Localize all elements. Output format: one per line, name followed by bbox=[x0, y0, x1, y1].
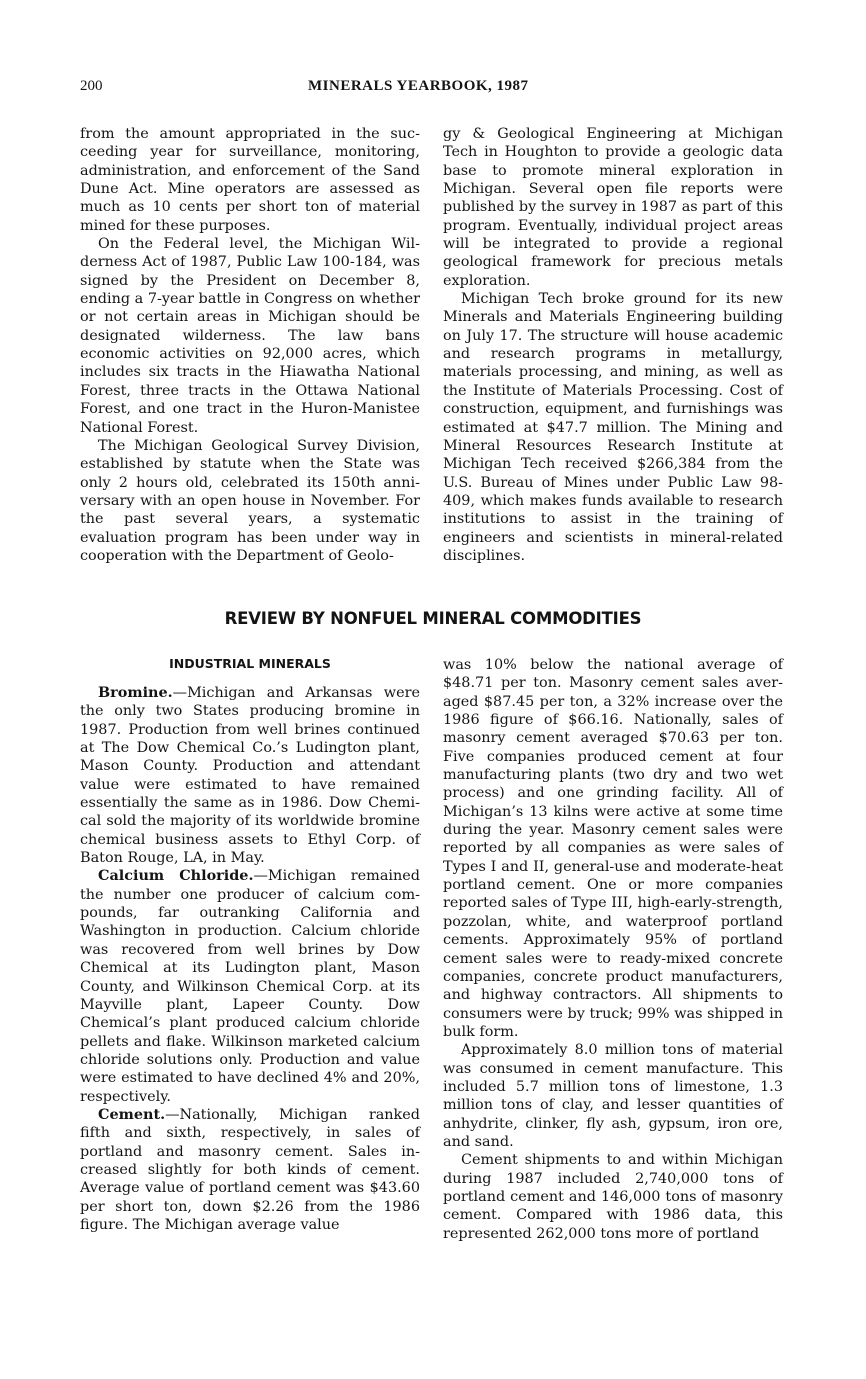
bromine-paragraph bbox=[80, 684, 420, 867]
paragraph-text: —Nationally, Michigan ranked fifth and sixth, respectively, in sales of portland and masonry cement. Sales increased slightly for both kinds of cement. Average value of portland cement was $43.60 per short ton, down $2.26 from the 1986 figure. The Michigan average value bbox=[80, 1106, 420, 1233]
runin-heading: Cement. bbox=[98, 1105, 166, 1123]
paragraph: On the Federal level, the Michigan Wilderness Act of 1987, Public Law 100-184, was signed by the President on December 8, ending a 7-year battle in Congress on whether or not certain areas in Michigan should be designated wilderness. The law bans economic activities on 92,000 acres, which includes six tracts in the Hiawatha National Forest, three tracts in the Ottawa National Forest, and one tract in the Huron-Manistee National Forest. bbox=[80, 236, 420, 436]
paragraph: Cement shipments to and within Michigan during 1987 included 2,740,000 tons of portland cement and 146,000 tons of masonry cement. Compared with 1986 data, this represented 262,000 tons more of portland bbox=[443, 1152, 783, 1242]
paragraph: was 10% below the national average of $48.71 per ton. Masonry cement sales averaged $87.45 per ton, a 32% increase over the 1986 figure of $66.16. Nationally, sales of masonry cement averaged $70.63 per ton. Five companies produced cement at four manufacturing plants (two dry and two wet process) and one grinding facility. All of Michigan’s 13 kilns were active at some time during the year. Masonry cement sales were reported by all companies as were sales of Types I and II, general-use and moderate-heat portland cement. One or more companies reported sales of Type III, high-early-strength, pozzolan, white, and waterproof portland cements. Approximately 95% of portland cement sales were to ready-mixed concrete companies, concrete product manufacturers, and highway contractors. All shipments to consumers were by truck; 99% was shipped in bulk form. bbox=[443, 657, 783, 1040]
top-left-column bbox=[80, 125, 420, 565]
paragraph: The Michigan Geological Survey Division, established by statute when the State was only 2 hours old, celebrated its 150th anniversary with an open house in November. For the past several years, a systematic evaluation program has been under way in cooperation with the Department of Geolo- bbox=[80, 437, 420, 564]
runin-heading: Calcium Chloride. bbox=[98, 867, 254, 885]
paragraph: Approximately 8.0 million tons of material was consumed in cement manufacture. This included 5.7 million tons of limestone, 1.3 million tons of clay, and lesser quantities of anhydrite, clinker, fly ash, gypsum, iron ore, and sand. bbox=[443, 1042, 783, 1150]
page-number: 200 bbox=[80, 78, 103, 94]
paragraph: from the amount appropriated in the succeeding year for surveillance, monitoring, administration, and enforcement of the Sand Dune Act. Mine operators are assessed as much as 10 cents per short ton of material mined for these purposes. bbox=[80, 126, 420, 234]
paragraph-text: —Michigan and Arkansas were the only two States producing bromine in 1987. Production from well brines continued at The Dow Chemical Co.’s Ludington plant, Mason County. Production and attendant value were estimated to have remained essentially the same as in 1986. Dow Chemical sold the majority of its worldwide bromine chemical business assets to Ethyl Corp. of Baton Rouge, LA, in May. bbox=[80, 685, 420, 867]
runin-heading: Bromine. bbox=[98, 684, 173, 701]
paragraph: gy & Geological Engineering at Michigan Tech in Houghton to provide a geologic data base to promote mineral exploration in Michigan. Several open file reports were published by the survey in 1987 as part of this program. Eventually, individual project areas will be integrated to provide a regional geological framework for precious metals exploration. bbox=[443, 126, 783, 289]
calcium-chloride-paragraph bbox=[80, 867, 420, 1105]
paragraph: Michigan Tech broke ground for its new Minerals and Materials Engineering building on July 17. The structure will house academic and research programs in metallurgy, materials processing, and mining, as well as the Institute of Materials Processing. Cost of construction, equipment, and furnishings was estimated at $47.7 million. The Mining and Mineral Resources Research Institute at Michigan Tech received $266,384 from the U.S. Bureau of Mines under Public Law 98-409, which makes funds available to research institutions to assist in the training of engineers and scientists in mineral-related disciplines. bbox=[443, 291, 783, 564]
section-heading: REVIEW BY NONFUEL MINERAL COMMODITIES bbox=[224, 609, 642, 628]
bottom-left-column bbox=[80, 684, 420, 1234]
top-right-column bbox=[443, 125, 783, 565]
paragraph-text: —Michigan remained the number one producer of calcium compounds, far outranking California and Washington in production. Calcium chloride was recovered from well brines by Dow Chemical at its Ludington plant, Mason County, and Wilkinson Chemical Corp. at its Mayville plant, Lapeer County. Dow Chemical’s plant produced calcium chloride pellets and flake. Wilkinson marketed calcium chloride solutions only. Production and value were estimated to have declined 4% and 20%, respectively. bbox=[80, 868, 421, 1105]
subheading-industrial-minerals: INDUSTRIAL MINERALS bbox=[169, 656, 331, 671]
running-title: MINERALS YEARBOOK, 1987 bbox=[308, 78, 529, 94]
bottom-right-column bbox=[443, 656, 783, 1243]
cement-paragraph bbox=[80, 1106, 420, 1234]
